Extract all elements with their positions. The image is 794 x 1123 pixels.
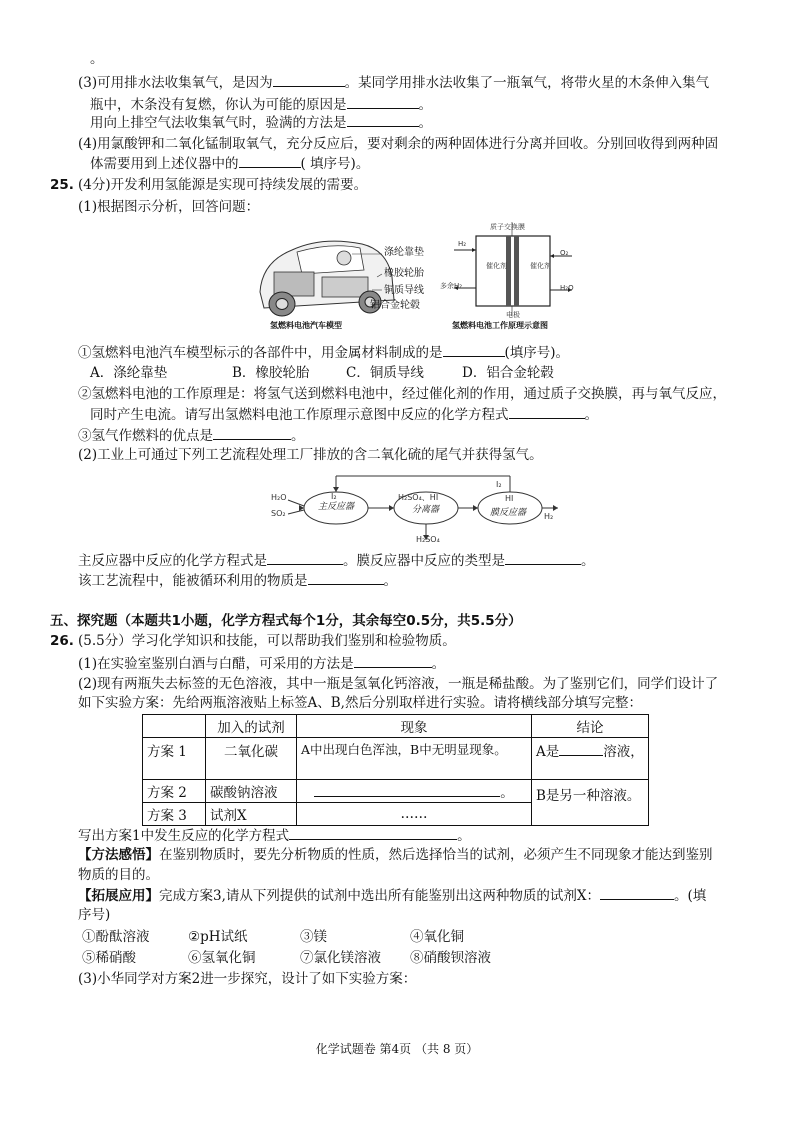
table-row: [143, 780, 649, 803]
option-c: C．铜质导线: [346, 365, 424, 381]
reagent-option: ⑧硝酸钡溶液: [410, 950, 491, 966]
q26-part1: (1)在实验室鉴别白酒与白醋，可采用的方法是 。: [78, 656, 446, 672]
flow-output-h2: H₂: [544, 512, 554, 521]
flow-separator-label: H₂SO₄、HI: [398, 493, 439, 502]
flow-output-h2so4: H₂SO₄: [416, 535, 440, 544]
answer-blank[interactable]: [347, 95, 419, 109]
answer-blank[interactable]: [509, 405, 585, 419]
reagent-option: ⑦氯化镁溶液: [300, 950, 381, 966]
flow-hi-label: HI: [505, 494, 514, 503]
q25-number: 25.: [50, 177, 74, 193]
fuel-cell-diagram: [450, 222, 580, 322]
reagent-option: ①酚酞溶液: [82, 929, 150, 945]
table-header-cell: 现象: [297, 715, 532, 738]
q3-line3: 用向上排空气法收集氧气时，验满的方法是 。: [90, 115, 432, 131]
q25-s2: ②氢燃料电池的工作原理是：将氢气送到燃料电池中，经过催化剂的作用，通过质子交换膜，再与氧气反应，: [78, 386, 726, 402]
table-header-cell: 结论: [532, 715, 649, 738]
answer-blank[interactable]: [267, 551, 343, 565]
answer-blank[interactable]: [213, 426, 291, 440]
experiment-table: [142, 714, 649, 826]
q26-part3: (3)小华同学对方案2进一步探究，设计了如下实验方案：: [78, 971, 417, 987]
reagent-option: ⑤稀硝酸: [82, 950, 136, 966]
plan-cell: 方案 2: [143, 780, 206, 803]
method-insight: 【方法感悟】在鉴别物质时，要先分析物质的性质，然后选择恰当的试剂，必须产生不同现象才能达到鉴别: [78, 847, 713, 863]
answer-blank[interactable]: [347, 113, 419, 127]
q3-line1: (3)可用排水法收集氧气，是因为 。某同学用排水法收集了一瓶氧气，将带火星的木条伸入集气: [78, 75, 710, 91]
q25-s3: ③氢气作燃料的优点是 。: [78, 428, 305, 444]
answer-blank[interactable]: [314, 783, 500, 797]
table-header-cell: 加入的试剂: [206, 715, 297, 738]
answer-blank[interactable]: [354, 654, 432, 668]
continuation-dot: 。: [90, 51, 104, 67]
cell-o2: O₂: [560, 249, 569, 257]
cell-h2o: H₂O: [560, 284, 574, 292]
option-b: B．橡胶轮胎: [232, 365, 310, 381]
cell-membrane-label: 质子交换膜: [490, 223, 525, 231]
answer-blank[interactable]: [600, 886, 674, 900]
car-label-2: 橡胶轮胎: [384, 268, 424, 279]
phenomenon-cell: ……: [297, 803, 532, 826]
flow-i2-label: I₂: [331, 492, 337, 501]
extension-application: 【拓展应用】完成方案3,请从下列提供的试剂中选出所有能鉴别出这两种物质的试剂X： 。(填: [78, 888, 707, 904]
q25-main-reactor-question: 主反应器中反应的化学方程式是 。膜反应器中反应的类型是 。: [78, 553, 595, 569]
flow-main-reactor: 主反应器: [318, 502, 355, 512]
q4-line2: 体需要用到上述仪器中的 ( 填序号)。: [90, 156, 370, 172]
table-header-row: [143, 715, 649, 738]
q25-title: (4分)开发利用氢能源是实现可持续发展的需要。: [78, 177, 368, 193]
q25-part2: (2)工业上可通过下列工艺流程处理工厂排放的含二氧化硫的尾气并获得氢气。: [78, 447, 543, 463]
cell-caption: 氢燃料电池工作原理示意图: [452, 320, 548, 330]
answer-blank[interactable]: [273, 73, 345, 87]
answer-blank[interactable]: [308, 571, 384, 585]
cell-h2-in: H₂: [458, 240, 467, 248]
q25-cycle-question: 该工艺流程中，能被循环利用的物质是 。: [78, 573, 397, 589]
cell-h2-out: 多余H₂: [440, 282, 463, 290]
q26-part2-line1: (2)现有两瓶失去标签的无色溶液，其中一瓶是氢氧化钙溶液，一瓶是稀盐酸。为了鉴别它们，同学们设计了: [78, 676, 719, 692]
table-row: [143, 738, 649, 780]
method-insight-cont: 物质的目的。: [78, 867, 159, 883]
flow-input-h2o: H₂O: [271, 493, 287, 502]
car-caption: 氢燃料电池汽车模型: [270, 320, 342, 330]
q4-line1: (4)用氯酸钾和二氧化锰制取氧气，充分反应后，要对剩余的两种固体进行分离并回收。分别回收得到两种固: [78, 136, 719, 152]
reagent-option: ⑥氢氧化铜: [188, 950, 256, 966]
q25-s2b: 同时产生电流。请写出氢燃料电池工作原理示意图中反应的化学方程式 。: [90, 407, 598, 423]
q26-title: (5.5分）学习化学知识和技能，可以帮助我们鉴别和检验物质。: [78, 633, 456, 649]
answer-blank[interactable]: [559, 742, 603, 756]
q26-part2-line2: 如下实验方案：先给两瓶溶液贴上标签A、B,然后分别取样进行实验。请将横线部分填写完整：: [78, 695, 642, 711]
reagent-cell: 二氧化碳: [206, 738, 297, 780]
q26-equation-line: 写出方案1中发生反应的化学方程式 。: [78, 828, 471, 844]
answer-blank[interactable]: [289, 826, 457, 840]
section-5-title: 五、探究题（本题共1小题，化学方程式每个1分，其余每空0.5分，共5.5分）: [50, 613, 522, 629]
answer-blank[interactable]: [239, 154, 301, 168]
flow-membrane-reactor: 膜反应器: [490, 508, 527, 518]
option-d: D．铝合金轮毂: [462, 365, 554, 381]
table-header-cell: [143, 715, 206, 738]
q26-number: 26.: [50, 633, 74, 649]
car-label-1: 涤纶靠垫: [384, 247, 424, 258]
q25-part1: (1)根据图示分析，回答问题：: [78, 199, 260, 215]
flow-input-so2: SO₂: [271, 509, 286, 518]
q3-line2: 瓶中，木条没有复燃，你认为可能的原因是 。: [90, 97, 432, 113]
plan-cell: 方案 3: [143, 803, 206, 826]
car-label-3: 铜质导线: [384, 285, 424, 296]
flow-separator: 分离器: [412, 505, 440, 515]
reagent-option: ④氧化铜: [410, 929, 464, 945]
answer-blank[interactable]: [505, 551, 581, 565]
conclusion-cell: A是 溶液，: [532, 738, 649, 780]
cell-electrode: 电极: [506, 311, 520, 319]
flow-i2-return: I₂: [496, 480, 502, 489]
extension-application-cont: 序号): [78, 907, 111, 923]
conclusion-cell: B是另一种溶液。: [532, 780, 649, 826]
car-label-4: 铝合金轮毂: [370, 300, 420, 311]
page-footer: 化学试题卷 第4页 （共 8 页）: [315, 1042, 479, 1056]
reagent-cell: 碳酸钠溶液: [206, 780, 297, 803]
cell-catalyst-2: 催化剂: [530, 262, 551, 270]
reagent-cell: 试剂X: [206, 803, 297, 826]
phenomenon-cell: A中出现白色浑浊，B中无明显现象。: [297, 738, 532, 780]
plan-cell: 方案 1: [143, 738, 206, 780]
phenomenon-cell: 。: [297, 780, 532, 803]
reagent-option: ③镁: [300, 929, 327, 945]
reagent-option: ②pH试纸: [188, 929, 248, 945]
option-a: A．涤纶靠垫: [90, 365, 168, 381]
cell-catalyst-1: 催化剂: [486, 262, 507, 270]
q25-s1: ①氢燃料电池汽车模型标示的各部件中，用金属材料制成的是 (填序号)。: [78, 345, 570, 361]
answer-blank[interactable]: [443, 343, 505, 357]
